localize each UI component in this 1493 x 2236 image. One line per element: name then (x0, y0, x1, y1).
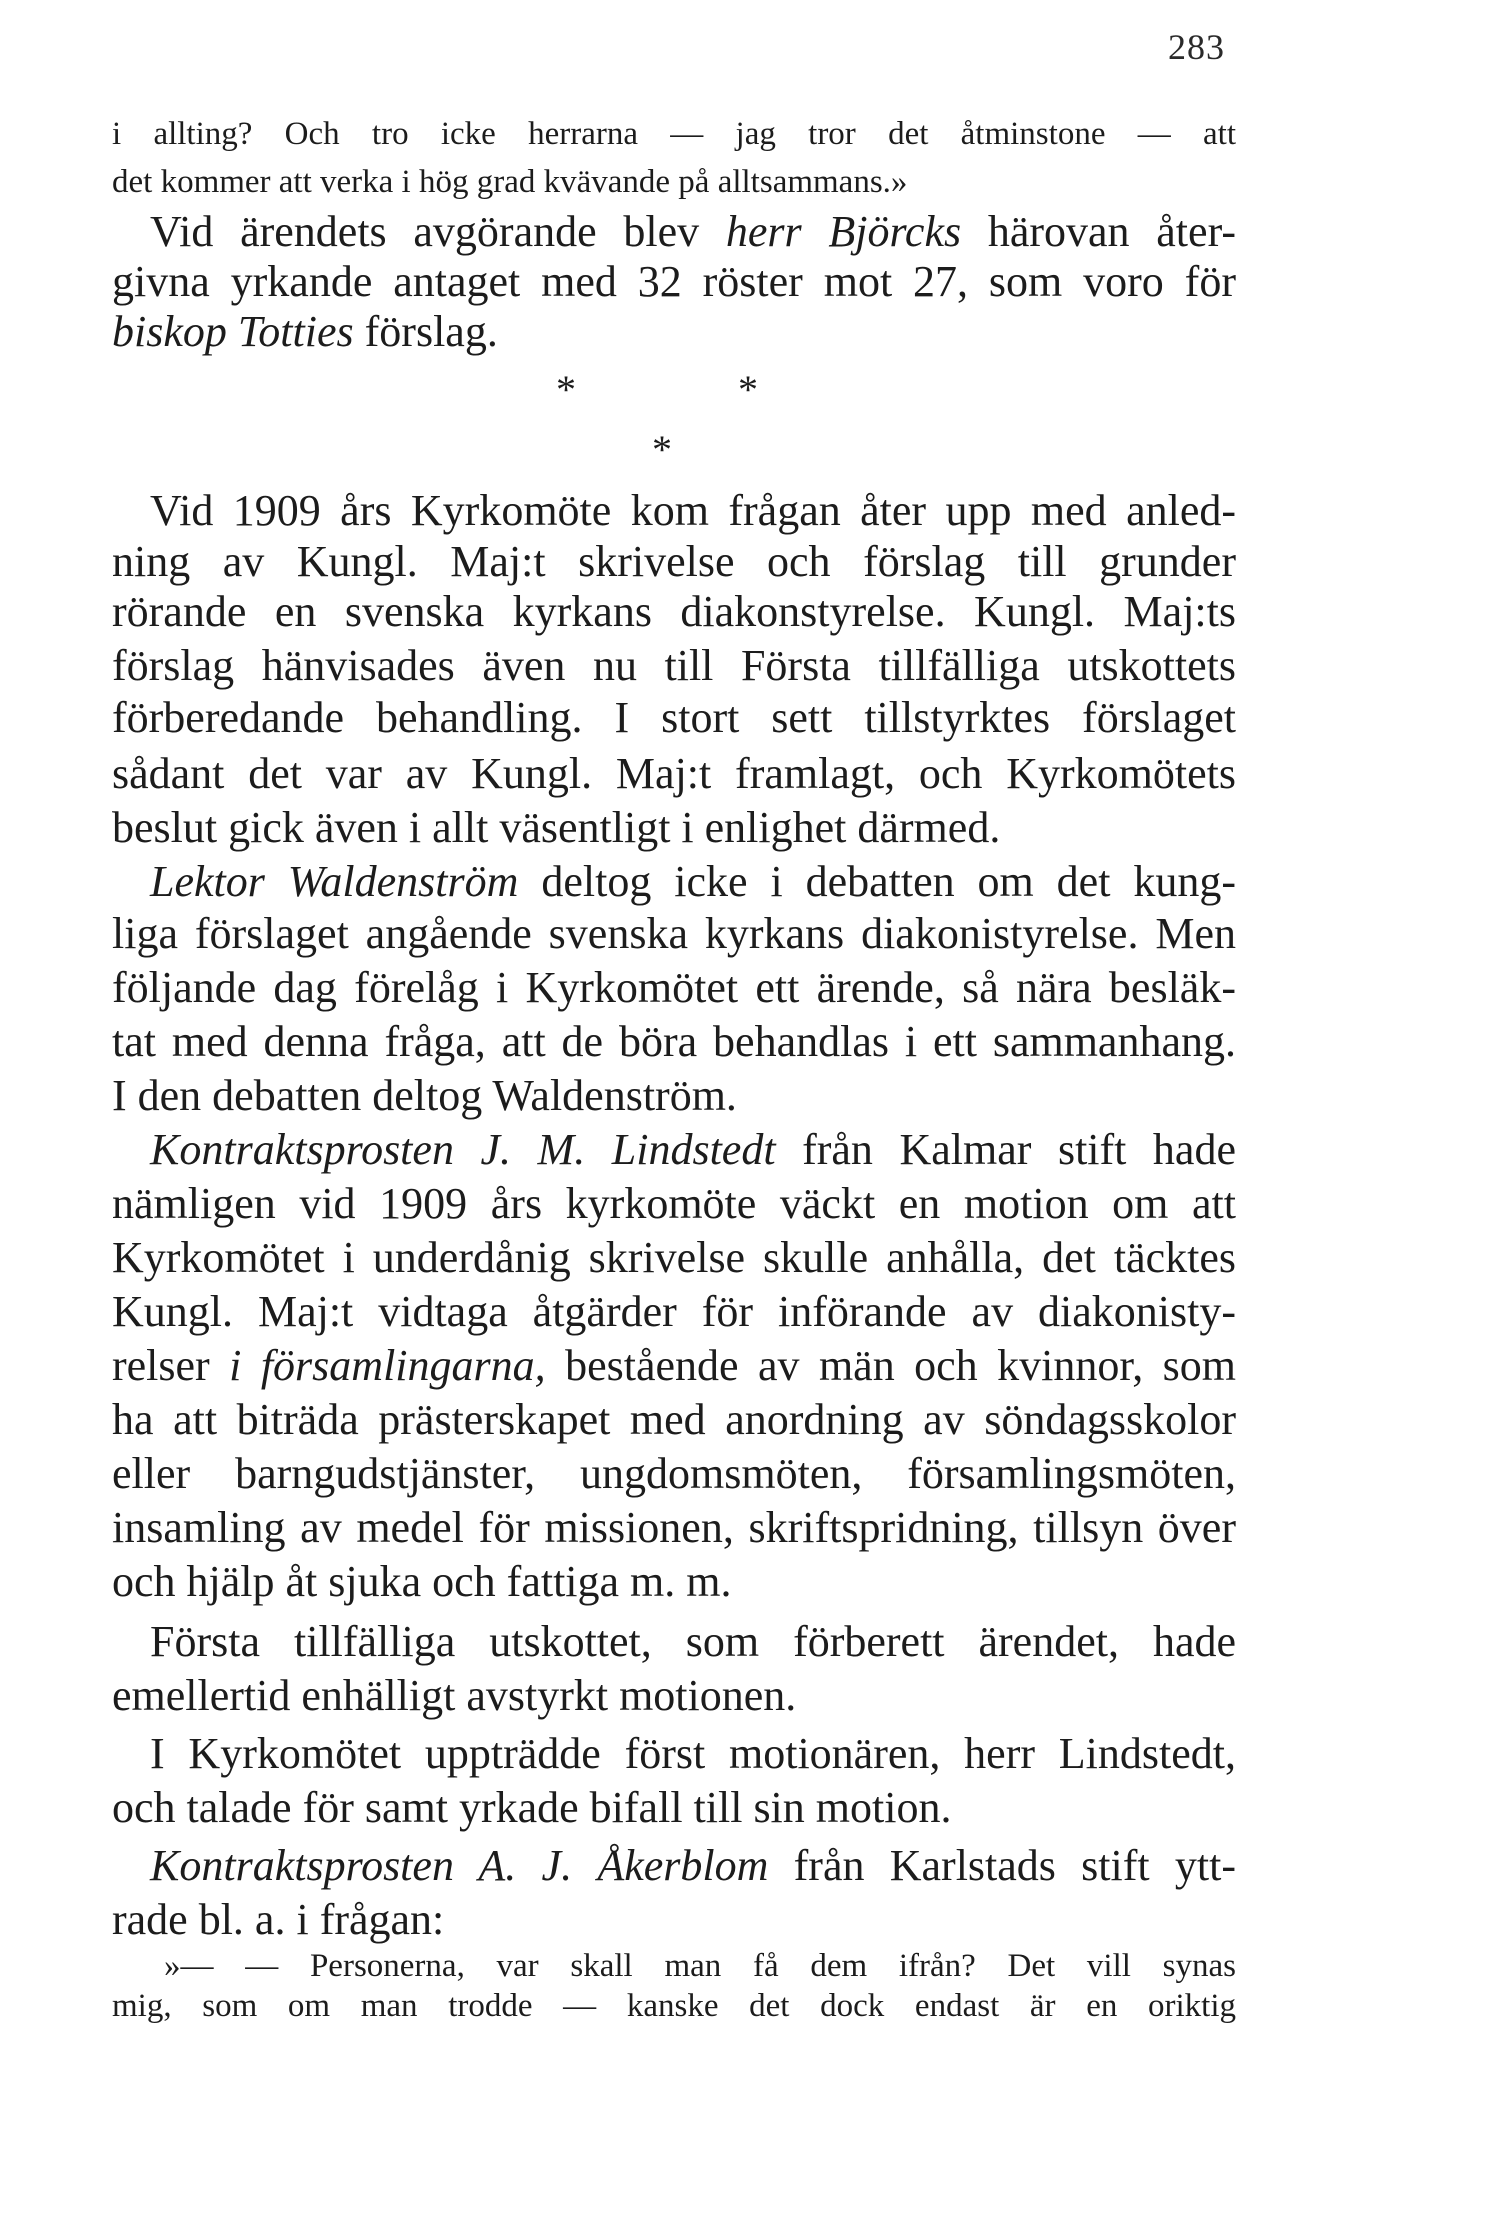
text-line: rörande en svenska kyrkans diakonstyrelse. Kungl. Maj:ts (112, 587, 1236, 636)
text-line: givna yrkande antaget med 32 röster mot 27, som voro för (112, 257, 1236, 306)
text-line: ning av Kungl. Maj:t skrivelse och förslag till grunder (112, 537, 1236, 586)
separator-asterisk: * (652, 427, 672, 472)
text-line: och hjälp åt sjuka och fattiga m. m. (112, 1557, 732, 1606)
text-line: följande dag förelåg i Kyrkomötet ett ärende, så nära besläk- (112, 963, 1236, 1012)
text-line: relser i församlingarna, bestående av män och kvinnor, som (112, 1341, 1236, 1390)
text-line: liga förslaget angående svenska kyrkans diakonistyrelse. Men (112, 909, 1236, 958)
text-line: rade bl. a. i frågan: (112, 1895, 445, 1944)
text-line: emellertid enhälligt avstyrkt motionen. (112, 1671, 797, 1720)
separator-asterisk: * (738, 367, 758, 412)
quote-line: mig, som om man trodde — kanske det dock endast är en oriktig (112, 1988, 1236, 2024)
text-line: eller barngudstjänster, ungdomsmöten, församlingsmöten, (112, 1449, 1236, 1498)
text-line: Kontraktsprosten J. M. Lindstedt från Kalmar stift hade (150, 1125, 1236, 1174)
text-line: Lektor Waldenström deltog icke i debatten om det kung- (150, 857, 1237, 906)
text-line: biskop Totties förslag. (112, 307, 498, 356)
text-line: Kungl. Maj:t vidtaga åtgärder för införande av diakonisty- (112, 1287, 1236, 1336)
page-number: 283 (1168, 27, 1225, 67)
text-line: I den debatten deltog Waldenström. (112, 1071, 737, 1120)
text-line: insamling av medel för missionen, skriftspridning, tillsyn över (112, 1503, 1236, 1552)
separator-asterisk: * (556, 367, 576, 412)
quote-line: det kommer att verka i hög grad kvävande på alltsammans.» (112, 164, 908, 200)
quote-line: »— — Personerna, var skall man få dem ifrån? Det vill synas (164, 1948, 1236, 1984)
text-line: I Kyrkomötet uppträdde först motionären, herr Lindstedt, (150, 1729, 1236, 1778)
text-line: Kontraktsprosten A. J. Åkerblom från Karlstads stift ytt- (150, 1841, 1236, 1890)
text-line: Vid ärendets avgörande blev herr Björcks härovan åter- (150, 207, 1236, 256)
text-line: Vid 1909 års Kyrkomöte kom frågan åter upp med anled- (150, 486, 1236, 535)
text-line: förberedande behandling. I stort sett tillstyrktes förslaget (112, 693, 1236, 742)
text-line: förslag hänvisades även nu till Första tillfälliga utskottets (112, 641, 1236, 690)
text-line: sådant det var av Kungl. Maj:t framlagt, och Kyrkomötets (112, 749, 1236, 798)
text-line: Första tillfälliga utskottet, som förberett ärendet, hade (150, 1617, 1236, 1666)
text-line: ha att biträda prästerskapet med anordning av söndagsskolor (112, 1395, 1236, 1444)
text-line: Kyrkomötet i underdånig skrivelse skulle anhålla, det täcktes (112, 1233, 1236, 1282)
text-line: nämligen vid 1909 års kyrkomöte väckt en motion om att (112, 1179, 1236, 1228)
quote-line: i allting? Och tro icke herrarna — jag tror det åtminstone — att (112, 116, 1236, 152)
text-line: tat med denna fråga, att de böra behandlas i ett sammanhang. (112, 1017, 1236, 1066)
text-line: beslut gick även i allt väsentligt i enlighet därmed. (112, 803, 1001, 852)
text-line: och talade för samt yrkade bifall till sin motion. (112, 1783, 952, 1832)
